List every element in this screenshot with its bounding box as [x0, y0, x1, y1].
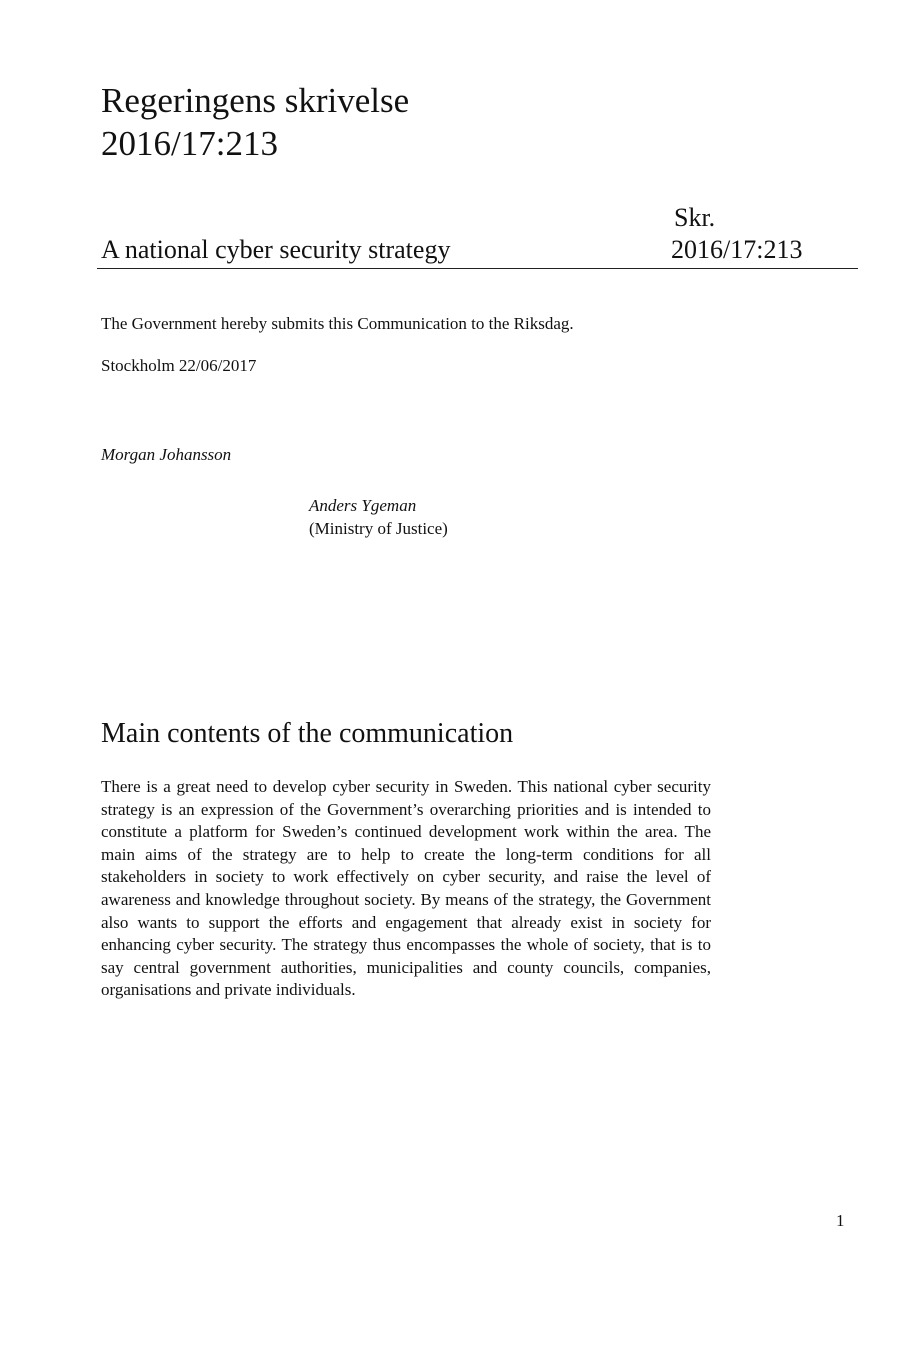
- document-type: Regeringens skrivelse: [101, 81, 410, 120]
- skr-number: 2016/17:213: [671, 235, 803, 264]
- document-title: [101, 79, 409, 165]
- signatory-minister: Morgan Johansson: [101, 445, 232, 464]
- section-heading: Main contents of the communication: [101, 718, 514, 749]
- title-divider: [97, 268, 858, 269]
- signatory-countersign: Anders Ygeman: [309, 496, 417, 515]
- summary-paragraph: There is a great need to develop cyber security in Sweden. This national cyber security strategy is an expression of the Government’s overarching priorities and is intended to constitute a platform for Sweden’s continued development work within the area. The main aims of the strategy are to help to create the long-term conditions for all stakeholders in society to work effectively on cyber security, and raise the level of awareness and knowledge throughout society. By means of the strategy, the Government also wants to support the efforts and engagement that already exist in society for enhancing cyber security. The strategy thus encompasses the whole of society, that is to say central government authorities, municipalities and county councils, companies, organisations and private individuals.: [101, 777, 711, 1000]
- page-number: 1: [836, 1211, 845, 1230]
- ministry-name: (Ministry of Justice): [309, 519, 448, 538]
- document-number: 2016/17:213: [101, 124, 278, 163]
- place-date: Stockholm 22/06/2017: [101, 356, 257, 375]
- skr-label: Skr.: [674, 203, 716, 232]
- subject-title: A national cyber security strategy: [101, 235, 451, 264]
- intro-paragraph: The Government hereby submits this Communication to the Riksdag.: [101, 314, 574, 333]
